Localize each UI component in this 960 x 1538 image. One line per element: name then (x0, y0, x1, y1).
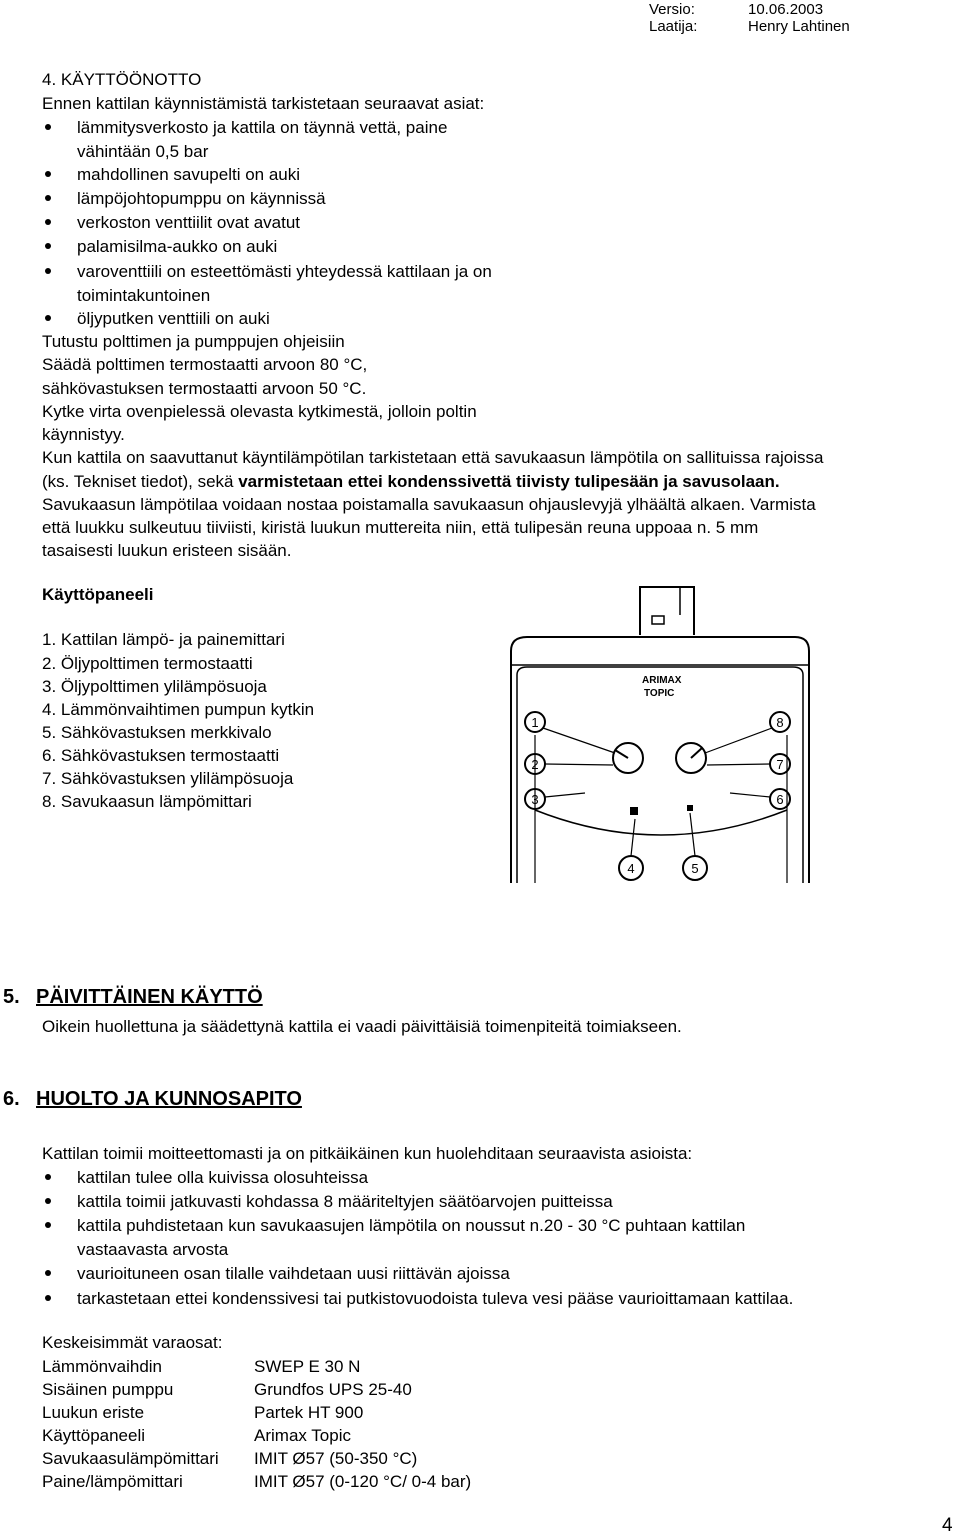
para4b-plain: (ks. Tekniset tiedot), sekä (42, 472, 239, 491)
section5-title: PÄIVITTÄINEN KÄYTTÖ (36, 986, 263, 1008)
section5-number: 5. (3, 986, 20, 1008)
callout-7-label: 7 (776, 757, 784, 772)
list-item-continuation: toimintakuntoinen (77, 286, 211, 305)
list-item: verkoston venttiilit ovat avatut (77, 213, 301, 232)
brand-line-1: ARIMAX (642, 675, 682, 686)
callout-6-label: 6 (776, 792, 784, 807)
list-item: 2. Öljypolttimen termostaatti (42, 654, 253, 673)
list-item: palamisilma-aukko on auki (77, 237, 278, 256)
list-item: 3. Öljypolttimen ylilämpösuoja (42, 677, 267, 696)
panel-top-box (640, 587, 694, 635)
section4-para1: Tutustu polttimen ja pumppujen ohjeisiin (42, 332, 345, 351)
panel-title: Käyttöpaneeli (42, 585, 154, 604)
para4b-bold: varmistetaan ettei kondenssivettä tiivisty tulipesään ja savusolaan. (238, 472, 780, 491)
bullet-icon (45, 1174, 51, 1180)
brand-line-2: TOPIC (644, 688, 675, 699)
section5-text: Oikein huollettuna ja säädettynä kattila ei vaadi päivittäisiä toimenpiteitä toimiakseen. (42, 1017, 682, 1036)
list-item: tarkastetaan ettei kondenssivesi tai putkistovuodoista tuleva vesi pääse vaurioittamaan kattilaa. (77, 1289, 794, 1308)
list-item: varoventtiili on esteettömästi yhteydessä kattilaan ja on (77, 262, 492, 281)
list-item: öljyputken venttiili on auki (77, 309, 270, 328)
part-name: Luukun eriste (42, 1403, 145, 1422)
bullet-icon (45, 219, 51, 225)
part-name: Lämmönvaihdin (42, 1357, 163, 1376)
section4-para4a: Kun kattila on saavuttanut käyntilämpötilan tarkistetaan että savukaasun lämpötila on sallituissa rajoissa (42, 448, 824, 467)
bullet-icon (45, 243, 51, 249)
section4-para3a: Kytke virta ovenpielessä olevasta kytkimestä, jolloin poltin (42, 402, 477, 421)
callout-3-label: 3 (531, 792, 539, 807)
list-item: 4. Lämmönvaihtimen pumpun kytkin (42, 700, 315, 719)
bullet-icon (45, 1198, 51, 1204)
section4-para3b: käynnistyy. (42, 425, 125, 444)
callout-8-label: 8 (776, 715, 784, 730)
callout-5-label: 5 (691, 861, 699, 876)
bullet-icon (45, 124, 51, 130)
list-item: 1. Kattilan lämpö- ja painemittari (42, 630, 285, 649)
list-item: mahdollinen savupelti on auki (77, 165, 301, 184)
part-name: Sisäinen pumppu (42, 1380, 174, 1399)
bullet-icon (45, 1222, 51, 1228)
section4-para2b: sähkövastuksen termostaatti arvoon 50 °C. (42, 379, 367, 398)
part-value: IMIT Ø57 (50-350 °C) (254, 1449, 418, 1468)
part-value: Partek HT 900 (254, 1403, 364, 1422)
bullet-icon (45, 195, 51, 201)
panel-top-slot (652, 616, 664, 624)
header-versio-value: 10.06.2003 (748, 1, 824, 18)
section6-intro: Kattilan toimii moitteettomasti ja on pitkäikäinen kun huolehditaan seuraavista asioista: (42, 1144, 693, 1163)
list-item: 8. Savukaasun lämpömittari (42, 792, 252, 811)
callout-4-label: 4 (627, 861, 635, 876)
list-item: kattilan tulee olla kuivissa olosuhteissa (77, 1168, 369, 1187)
control-panel-diagram (505, 585, 815, 885)
part-value: SWEP E 30 N (254, 1357, 361, 1376)
list-item: vaurioituneen osan tilalle vaihdetaan uusi riittävän ajoissa (77, 1264, 510, 1283)
list-item: kattila toimii jatkuvasti kohdassa 8 määriteltyjen säätöarvojen puitteissa (77, 1192, 613, 1211)
list-item: lämpöjohtopumppu on käynnissä (77, 189, 326, 208)
panel-housing (511, 637, 809, 883)
section4-para5b: että luukku sulkeutuu tiiviisti, kiristä luukun muttereita niin, että tulipesän reuna uppoaa n. 5 mm (42, 518, 759, 537)
list-item: 6. Sähkövastuksen termostaatti (42, 746, 280, 765)
list-item: lämmitysverkosto ja kattila on täynnä vettä, paine (77, 118, 448, 137)
page-number: 4 (942, 1515, 953, 1536)
bullet-icon (45, 268, 51, 274)
part-name: Savukaasulämpömittari (42, 1449, 219, 1468)
bullet-icon (45, 171, 51, 177)
list-item: kattila puhdistetaan kun savukaasujen lämpötila on noussut n.20 - 30 °C puhtaan kattilan (77, 1216, 746, 1235)
section4-para4b (42, 473, 780, 490)
bullet-icon (45, 1295, 51, 1301)
section4-para5c: tasaisesti luukun eristeen sisään. (42, 541, 292, 560)
header-laatija-label: Laatija: (649, 18, 698, 35)
list-item: 7. Sähkövastuksen ylilämpösuoja (42, 769, 294, 788)
indicator-5 (687, 805, 693, 811)
switch-4 (630, 807, 638, 815)
section4-title: 4. KÄYTTÖÖNOTTO (42, 70, 202, 89)
section4-intro: Ennen kattilan käynnistämistä tarkistetaan seuraavat asiat: (42, 94, 485, 113)
list-item-continuation: vastaavasta arvosta (77, 1240, 229, 1259)
part-value: Arimax Topic (254, 1426, 351, 1445)
header-versio-label: Versio: (649, 1, 695, 18)
section4-para2a: Säädä polttimen termostaatti arvoon 80 °C, (42, 355, 368, 374)
list-item-continuation: vähintään 0,5 bar (77, 142, 209, 161)
section4-para5a: Savukaasun lämpötilaa voidaan nostaa poistamalla savukaasun ohjauslevyjä ylhäältä alkaen. Varmista (42, 495, 816, 514)
bullet-icon (45, 1270, 51, 1276)
part-name: Paine/lämpömittari (42, 1472, 183, 1491)
header-laatija-value: Henry Lahtinen (748, 18, 850, 35)
section6-number: 6. (3, 1088, 20, 1110)
bullet-icon (45, 315, 51, 321)
part-value: Grundfos UPS 25-40 (254, 1380, 412, 1399)
callout-2-label: 2 (531, 757, 539, 772)
part-value: IMIT Ø57 (0-120 °C/ 0-4 bar) (254, 1472, 472, 1491)
section6-title: HUOLTO JA KUNNOSAPITO (36, 1088, 302, 1110)
parts-title: Keskeisimmät varaosat: (42, 1333, 223, 1352)
callout-1-label: 1 (531, 715, 539, 730)
list-item: 5. Sähkövastuksen merkkivalo (42, 723, 272, 742)
part-name: Käyttöpaneeli (42, 1426, 146, 1445)
